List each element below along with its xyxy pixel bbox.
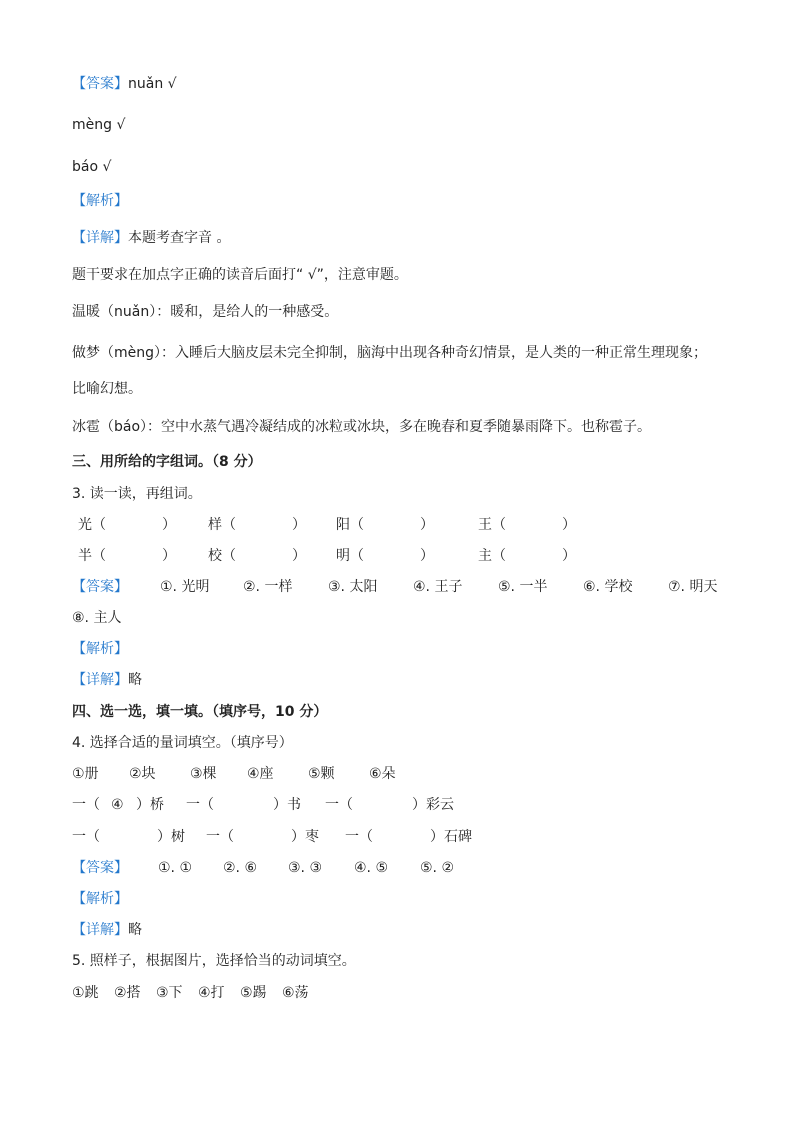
blank-close: ） <box>162 517 176 533</box>
blank-open: 阳（ <box>336 517 364 533</box>
analysis-tag: 【解析】 <box>72 641 128 657</box>
option-item: ⑥荡 <box>282 985 309 1001</box>
analysis-tag: 【解析】 <box>72 193 128 209</box>
answer-item: ③. ③ <box>288 860 323 876</box>
detail-tag: 【详解】 <box>72 230 128 246</box>
detail-text: 本题考查字音 。 <box>128 230 231 246</box>
blank-open: 明（ <box>336 548 364 564</box>
blank-open: 一（ <box>325 797 353 813</box>
answer-item: ①. ① <box>158 860 193 876</box>
answer-item: ④. ⑤ <box>354 860 389 876</box>
detail-tag: 【详解】 <box>72 672 128 688</box>
detail-text: 略 <box>128 672 142 688</box>
option-item: ③下 <box>156 985 183 1001</box>
answer-tag: 【答案】 <box>72 860 128 876</box>
question-title: 4. 选择合适的量词填空。（填序号） <box>72 735 293 751</box>
detail-line <box>72 229 230 247</box>
option-item: ①册 <box>72 766 99 782</box>
answer-line-3: báo √ <box>72 159 112 175</box>
answer-item: ②. ⑥ <box>223 860 258 876</box>
blank-open: 校（ <box>208 548 236 564</box>
option-item: ②块 <box>129 766 156 782</box>
blank-open: 样（ <box>208 517 236 533</box>
blank-open: 一（ <box>206 829 234 845</box>
option-item: ④座 <box>247 766 274 782</box>
answer-item: ⑤. ② <box>420 860 455 876</box>
answer-item: ⑥. 学校 <box>583 579 633 595</box>
detail-line <box>72 921 142 939</box>
answer-item: ⑧. 主人 <box>72 610 122 626</box>
blank-open: 光（ <box>78 517 106 533</box>
blank-open: 一（ <box>72 797 100 813</box>
option-item: ⑤踢 <box>240 985 267 1001</box>
option-item: ③棵 <box>190 766 217 782</box>
question-title: 5. 照样子，根据图片，选择恰当的动词填空。 <box>72 953 356 969</box>
answer-item: ③. 太阳 <box>328 579 378 595</box>
blank-close: ）书 <box>273 797 301 813</box>
blank-open: 一（ <box>186 797 214 813</box>
option-item: ②搭 <box>114 985 141 1001</box>
option-item: ⑥朵 <box>369 766 396 782</box>
blank-close: ） <box>420 548 434 564</box>
blank-close: ）桥 <box>136 797 164 813</box>
answer-text: nuǎn √ <box>128 76 177 92</box>
answer-line-2: mèng √ <box>72 117 126 133</box>
detail-line <box>72 671 142 689</box>
blank-close: ） <box>562 517 576 533</box>
blank-open: 一（ <box>345 829 373 845</box>
detail-text: 略 <box>128 922 142 938</box>
blank-close: ） <box>420 517 434 533</box>
blank-close: ） <box>292 548 306 564</box>
answer-line-1 <box>72 75 177 93</box>
blank-close: ）彩云 <box>412 797 454 813</box>
filled-answer: ④ <box>111 797 124 813</box>
section-heading: 三、用所给的字组词。（8 分） <box>72 454 262 470</box>
option-item: ①跳 <box>72 985 99 1001</box>
section-heading: 四、选一选，填一填。（填序号，10 分） <box>72 704 328 720</box>
blank-open: 一（ <box>72 829 100 845</box>
blank-open: 主（ <box>478 548 506 564</box>
blank-close: ） <box>292 517 306 533</box>
blank-close: ） <box>162 548 176 564</box>
blank-close: ）枣 <box>291 829 319 845</box>
answer-item: ⑦. 明天 <box>668 579 718 595</box>
blank-open: 王（ <box>478 517 506 533</box>
blank-open: 半（ <box>78 548 106 564</box>
option-item: ④打 <box>198 985 225 1001</box>
explanation-paragraph: 冰雹（báo）：空中水蒸气遇冷凝结成的冰粒或冰块，多在晚春和夏季随暴雨降下。也称雹子。 <box>72 419 652 435</box>
blank-close: ）树 <box>157 829 185 845</box>
explanation-paragraph: 温暖（nuǎn）：暖和，是给人的一种感受。 <box>72 304 339 320</box>
explanation-paragraph: 题干要求在加点字正确的读音后面打“ √”，注意审题。 <box>72 267 408 283</box>
answer-tag: 【答案】 <box>72 579 128 595</box>
explanation-paragraph: 比喻幻想。 <box>72 381 142 397</box>
blank-close: ）石碑 <box>430 829 472 845</box>
answer-item: ④. 王子 <box>413 579 463 595</box>
option-item: ⑤颗 <box>308 766 335 782</box>
answer-item: ②. 一样 <box>243 579 293 595</box>
analysis-tag: 【解析】 <box>72 891 128 907</box>
detail-tag: 【详解】 <box>72 922 128 938</box>
answer-tag: 【答案】 <box>72 76 128 92</box>
blank-close: ） <box>562 548 576 564</box>
answer-item: ①. 光明 <box>160 579 210 595</box>
answer-item: ⑤. 一半 <box>498 579 548 595</box>
question-title: 3. 读一读，再组词。 <box>72 486 202 502</box>
explanation-paragraph: 做梦（mèng）：入睡后大脑皮层未完全抑制，脑海中出现各种奇幻情景，是人类的一种正常生理现象； <box>72 345 708 361</box>
